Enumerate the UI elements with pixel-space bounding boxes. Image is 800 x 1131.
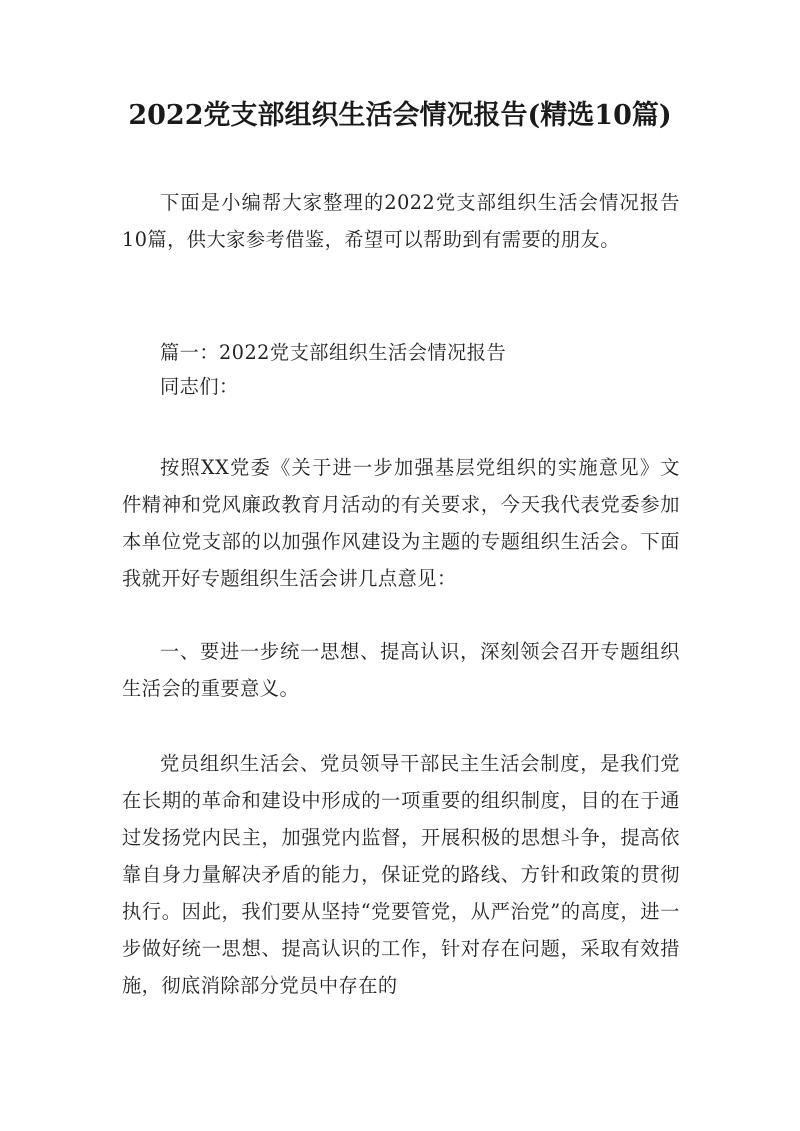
intro-paragraph: 下面是小编帮大家整理的2022党支部组织生活会情况报告10篇，供大家参考借鉴，希望可以帮助到有需要的朋友。 (122, 191, 680, 251)
body-paragraph: 党员组织生活会、党员领导干部民主生活会制度，是我们党在长期的革命和建设中形成的一项重要的组织制度，目的在于通过发扬党内民主，加强党内监督，开展积极的思想斗争，提高依靠自身力量解决矛盾的能力，保证党的路线、方针和政策的贯彻执行。因此，我们要从坚持“党要管党，从严治党”的高度，进一步做好统一思想、提高认识的工作，针对存在问题，采取有效措施，彻底消除部分党员中存在的 (122, 752, 680, 997)
point-heading: 一、要进一步统一思想、提高认识，深刻领会召开专题组织生活会的重要意义。 (122, 640, 680, 700)
section-heading: 篇一：2022党支部组织生活会情况报告 (160, 341, 507, 364)
document-title: 2022党支部组织生活会情况报告(精选10篇) (128, 100, 672, 131)
body-paragraph: 按照XX党委《关于进一步加强基层党组织的实施意见》文件精神和党风廉政教育月活动的有关要求，今天我代表党委参加本单位党支部的以加强作风建设为主题的专题组织生活会。下面我就开好专题组织生活会讲几点意见： (122, 456, 680, 590)
salutation: 同志们： (160, 375, 239, 398)
